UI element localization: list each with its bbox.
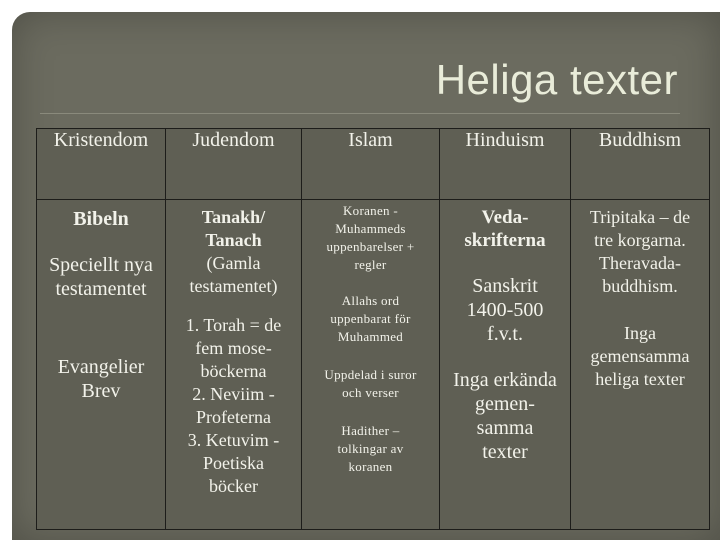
buddhism-l4: buddhism.	[602, 276, 678, 296]
cell-kristendom	[37, 200, 166, 530]
kristendom-line4: Brev	[81, 380, 121, 402]
buddhism-l3: Theravada-	[599, 253, 681, 273]
hinduism-l4: 1400-500	[466, 299, 544, 321]
islam-l10: Hadither –	[341, 423, 400, 438]
judendom-l11: Poetiska	[203, 453, 264, 473]
islam-l2: Muhammeds	[335, 221, 406, 236]
judendom-l5: 1. Torah = de	[185, 315, 282, 335]
judendom-l4: testamentet)	[189, 276, 278, 296]
islam-l12: koranen	[348, 459, 393, 474]
judendom-l10: 3. Ketuvim -	[187, 430, 280, 450]
header-row	[37, 129, 710, 200]
buddhism-l5: Inga	[624, 323, 656, 343]
title-divider	[40, 113, 680, 114]
hinduism-l2: skrifterna	[464, 230, 546, 251]
header-judendom: Judendom	[166, 129, 302, 200]
islam-l11: tolkingar av	[337, 441, 404, 456]
judendom-l1: Tanakh/	[201, 207, 266, 227]
islam-l1: Koranen -	[342, 203, 399, 218]
header-hinduism: Hinduism	[440, 129, 571, 200]
cell-islam	[302, 200, 440, 530]
cell-judendom	[166, 200, 302, 530]
kristendom-line1: Speciellt nya	[49, 254, 153, 276]
judendom-l12: böcker	[209, 476, 258, 496]
header-islam: Islam	[302, 129, 440, 200]
sacred-texts-table	[36, 128, 710, 530]
judendom-l9: Profeterna	[196, 407, 271, 427]
hinduism-l5: f.v.t.	[487, 323, 523, 345]
cell-hinduism	[440, 200, 571, 530]
islam-l9: och verser	[342, 385, 399, 400]
kristendom-main: Bibeln	[73, 208, 129, 230]
judendom-l7: böckerna	[200, 361, 267, 381]
cell-buddhism	[571, 200, 710, 530]
slide-title: Heliga texter	[435, 56, 678, 103]
judendom-l8: 2. Neviim -	[192, 384, 275, 404]
islam-l3: uppenbarelser +	[326, 239, 415, 254]
islam-l7: Muhammed	[337, 329, 404, 344]
judendom-l6: fem mose-	[195, 338, 272, 358]
buddhism-l2: tre korgarna.	[594, 230, 686, 250]
hinduism-l7: gemen-	[475, 393, 535, 415]
islam-l6: uppenbarat för	[330, 311, 411, 326]
islam-l4: regler	[354, 257, 387, 272]
buddhism-l1: Tripitaka – de	[589, 207, 691, 227]
kristendom-line2: testamentet	[55, 278, 147, 300]
hinduism-l3: Sanskrit	[472, 275, 538, 297]
buddhism-l7: heliga texter	[595, 369, 685, 389]
islam-l5: Allahs ord	[341, 293, 400, 308]
judendom-l2: Tanach	[205, 230, 262, 250]
islam-l8: Uppdelad i suror	[324, 367, 417, 382]
kristendom-line3: Evangelier	[57, 356, 145, 378]
hinduism-l8: samma	[476, 417, 534, 439]
judendom-l3: (Gamla	[206, 253, 261, 273]
hinduism-l1: Veda-	[481, 207, 529, 228]
hinduism-l6: Inga erkända	[453, 369, 557, 391]
buddhism-l6: gemensamma	[590, 346, 690, 366]
hinduism-l9: texter	[482, 441, 528, 463]
header-buddhism: Buddhism	[571, 129, 710, 200]
header-kristendom: Kristendom	[37, 129, 166, 200]
content-row	[37, 200, 710, 530]
